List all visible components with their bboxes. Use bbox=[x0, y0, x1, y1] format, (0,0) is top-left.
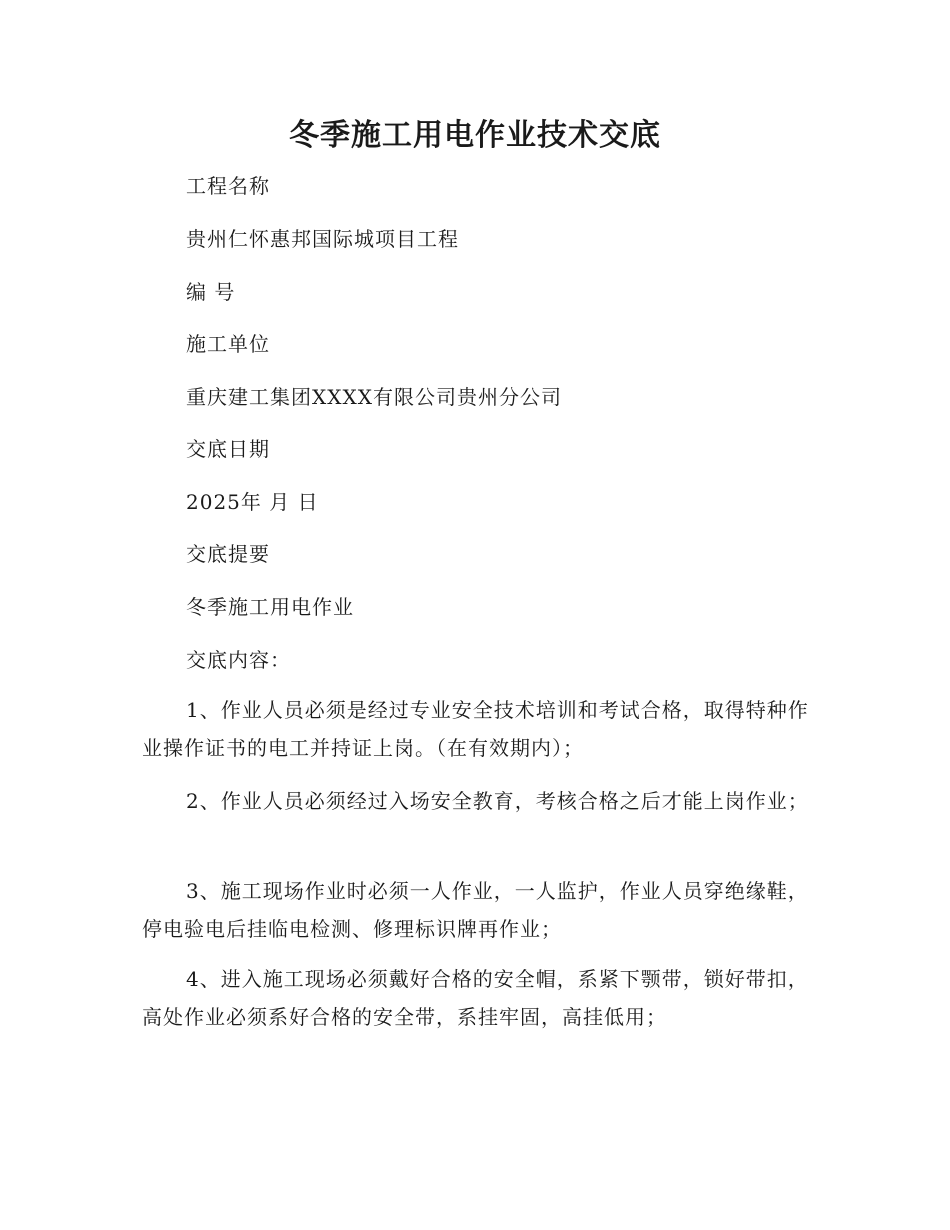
content-item: 3、施工现场作业时必须一人作业，一人监护，作业人员穿绝缘鞋，停电验电后挂临电检测、修理标识牌再作业； bbox=[142, 879, 809, 941]
number-label: 编 号 bbox=[186, 280, 236, 304]
summary-value: 冬季施工用电作业 bbox=[186, 595, 354, 619]
content-label: 交底内容： bbox=[186, 648, 291, 672]
construction-unit-value: 重庆建工集团XXXX有限公司贵州分公司 bbox=[186, 385, 562, 409]
summary-label: 交底提要 bbox=[186, 542, 270, 566]
construction-unit-label: 施工单位 bbox=[186, 332, 270, 356]
content-item: 4、进入施工现场必须戴好合格的安全帽，系紧下颚带，锁好带扣，高处作业必须系好合格的安全带，系挂牢固，高挂低用； bbox=[142, 967, 809, 1029]
content-item: 1、作业人员必须是经过专业安全技术培训和考试合格，取得特种作业操作证书的电工并持证上岗。（在有效期内）； bbox=[142, 698, 809, 760]
date-value: 2025年 月 日 bbox=[186, 490, 319, 514]
content-item: 2、作业人员必须经过入场安全教育，考核合格之后才能上岗作业； bbox=[186, 789, 809, 813]
project-name-label: 工程名称 bbox=[186, 174, 270, 198]
date-label: 交底日期 bbox=[186, 437, 270, 461]
document-title: 冬季施工用电作业技术交底 bbox=[289, 118, 661, 153]
project-name-value: 贵州仁怀惠邦国际城项目工程 bbox=[186, 227, 459, 251]
